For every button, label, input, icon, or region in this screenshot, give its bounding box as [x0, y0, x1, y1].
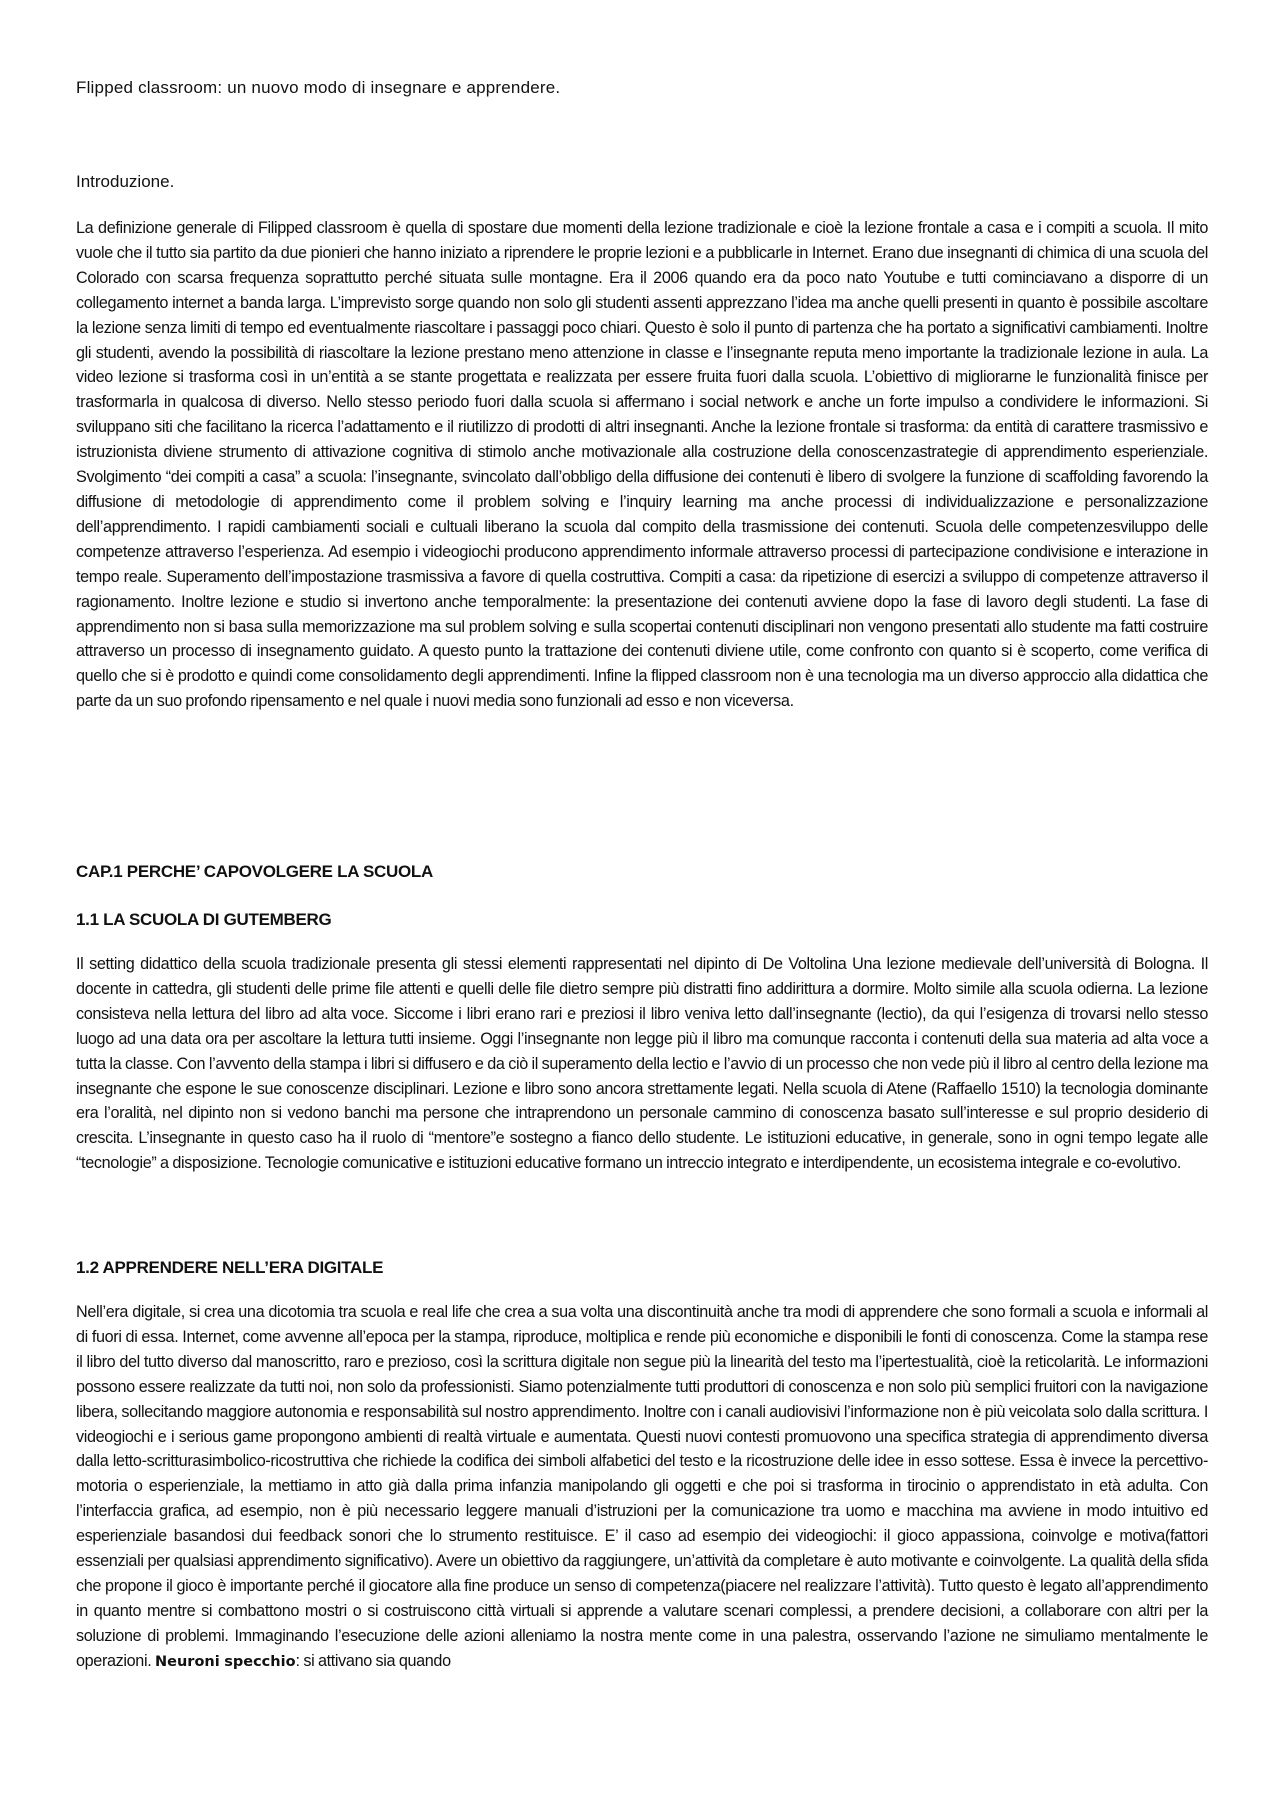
bold-term-neuroni-specchio: Neuroni specchio [155, 1653, 296, 1670]
document-title: Flipped classroom: un nuovo modo di insegnare e apprendere. [76, 78, 561, 97]
section-1-2-paragraph [76, 1300, 1208, 1675]
intro-paragraph: La definizione generale di Filipped classroom è quella di spostare due momenti della lezione tradizionale e cioè la lezione frontale a casa e i compiti a scuola. Il mito vuole che il tutto sia partito da due pionieri che hanno iniziato a riprendere le proprie lezioni e a pubblicarle in Internet. Erano due insegnanti di chimica di una scuola del Colorado con scarsa frequenza soprattutto perché situata sulle montagne. Era il 2006 quando era da poco nato Youtube e tutti cominciavano a disporre di un collegamento internet a banda larga. L’imprevisto sorge quando non solo gli studenti assenti apprezzano l’idea ma anche quelli presenti in quanto è possibile ascoltare la lezione senza limiti di tempo ed eventualmente riascoltare i passaggi poco chiari. Questo è solo il punto di partenza che ha portato a significativi cambiamenti. Inoltre gli studenti, avendo la possibilità di riascoltare la lezione prestano meno attenzione in classe e l’insegnante reputa meno importante la tradizionale lezione in aula. La video lezione si trasforma così in un’entità a se stante progettata e realizzata per essere fruita fuori dalla scuola. L’obiettivo di migliorarne le funzionalità finisce per trasformarla in qualcosa di diverso. Nello stesso periodo fuori dalla scuola si affermano i social network e anche un forte impulso a condividere le informazioni. Si sviluppano siti che facilitano la ricerca l’adattamento e il riutilizzo di prodotti di altri insegnanti. Anche la lezione frontale si trasforma: da entità di carattere trasmissivo e istruzionista diviene strumento di attivazione cognitiva di stimolo anche motivazionale alla costruzione della conoscenzastrategie di apprendimento esperienziale. Svolgimento “dei compiti a casa” a scuola: l’insegnante, svincolato dall’obbligo della diffusione dei contenuti è libero di svolgere la funzione di scaffolding favorendo la diffusione di metodologie di apprendimento come il problem solving e l’inquiry learning ma anche processi di individualizzazione e personalizzazione dell’apprendimento. I rapidi cambiamenti sociali e cultuali liberano la scuola dal compito della trasmissione dei contenuti. Scuola delle competenzesviluppo delle competenze attraverso l’esperienza. Ad esempio i videogiochi producono apprendimento informale attraverso processi di partecipazione condivisione e interazione in tempo reale. Superamento dell’impostazione trasmissiva a favore di quella costruttiva. Compiti a casa: da ripetizione di esercizi a sviluppo di competenze attraverso il ragionamento. Inoltre lezione e studio si invertono anche temporalmente: la presentazione dei contenuti avviene dopo la fase di lavoro degli studenti. La fase di apprendimento non si basa sulla memorizzazione ma sul problem solving e sulla scopertai contenuti disciplinari non vengono presentati allo studente ma fatti costruire attraverso un processo di insegnamento guidato. A questo punto la trattazione dei contenuti diviene utile, come confronto con quanto si è scoperto, come verifica di quello che si è prodotto e quindi come consolidamento degli apprendimenti. Infine la flipped classroom non è una tecnologia ma un diverso approccio alla didattica che parte da un suo profondo ripensamento e nel quale i nuovi media sono funzionali ad esso e non viceversa. [76, 219, 1208, 711]
section-1-2-heading: 1.2 APPRENDERE NELL’ERA DIGITALE [76, 1258, 384, 1277]
chapter-1-heading: CAP.1 PERCHE’ CAPOVOLGERE LA SCUOLA [76, 862, 433, 881]
section-1-1-paragraph: Il setting didattico della scuola tradizionale presenta gli stessi elementi rappresentati nel dipinto di De Voltolina Una lezione medievale dell’università di Bologna. Il docente in cattedra, gli studenti delle prime file attenti e quelli delle file dietro sempre più distratti fino addirittura a dormire. Molto simile alla scuola odierna. La lezione consisteva nella lettura del libro ad alta voce. Siccome i libri erano rari e preziosi il libro veniva letto dall’insegnante (lectio), da qui l’esigenza di trovarsi nello stesso luogo ad una data ora per ascoltare la lettura tutti insieme. Oggi l’insegnante non legge più il libro ma comunque racconta i contenuti della sua materia ad alta voce a tutta la classe. Con l’avvento della stampa i libri si diffusero e da ciò il superamento della lectio e l’avvio di un processo che non vede più il libro al centro della lezione ma insegnante che espone le sue conoscenze disciplinari. Lezione e libro sono ancora strettamente legati. Nella scuola di Atene (Raffaello 1510) la tecnologia dominante era l’oralità, nel dipinto non si vedono banchi ma persone che intraprendono un personale cammino di conoscenza basato sull’interesse e sul proprio desiderio di crescita. L’insegnante in questo caso ha il ruolo di “mentore”e sostegno a fianco dello studente. Le istituzioni educative, in generale, sono in ogni tempo legate alle “tecnologie” a disposizione. Tecnologie comunicative e istituzioni educative formano un intreccio integrato e interdipendente, un ecosistema integrale e co-evolutivo. [76, 955, 1208, 1173]
intro-heading: Introduzione. [76, 172, 175, 191]
section-1-2-trailing-text: : si attivano sia quando [295, 1651, 451, 1670]
section-1-1-heading: 1.1 LA SCUOLA DI GUTEMBERG [76, 910, 332, 929]
section-1-2-body: Nell’era digitale, si crea una dicotomia tra scuola e real life che crea a sua volta una discontinuità anche tra modi di apprendere che sono formali a scuola e informali al di fuori di essa. Internet, come avvenne all’epoca per la stampa, riproduce, moltiplica e rende più economiche e disponibili le fonti di conoscenza. Come la stampa rese il libro del tutto diverso dal manoscritto, raro e prezioso, così la scrittura digitale non segue più la linearità del testo ma l’ipertestualità, cioè la reticolarità. Le informazioni possono essere realizzate da tutti noi, non solo da professionisti. Siamo potenzialmente tutti produttori di conoscenza e non solo più semplici fruitori con la navigazione libera, sollecitando maggiore autonomia e responsabilità sul nostro apprendimento. Inoltre con i canali audiovisivi l’informazione non è più veicolata solo dalla scrittura. I videogiochi e i serious game propongono ambienti di realtà virtuale e aumentata. Questi nuovi contesti promuovono una specifica strategia di apprendimento diversa dalla letto-scritturasimbolico-ricostruttiva che richiede la codifica dei simboli alfabetici del testo e la ricostruzione delle idee in esso sottese. Essa è invece la percettivo-motoria o esperienziale, la mettiamo in atto già dalla prima infanzia manipolando gli oggetti e che poi si trasforma in tirocinio o apprendistato in età adulta. Con l’interfaccia grafica, ad esempio, non è più necessario leggere manuali d’istruzioni per la comunicazione tra uomo e macchina ma avviene in modo intuitivo ed esperienziale basandosi dui feedback sonori che lo strumento restituisce. E’ il caso ad esempio dei videogiochi: il gioco appassiona, coinvolge e motiva(fattori essenziali per qualsiasi apprendimento significativo). Avere un obiettivo da raggiungere, un’attività da completare è auto motivante e coinvolgente. La qualità della sfida che propone il gioco è importante perché il giocatore alla fine produce un senso di competenza(piacere nel realizzare l’attività). Tutto questo è legato all’apprendimento in quanto mentre si combattono mostri o si costruiscono città virtuali si apprende a valutare scenari complessi, a prendere decisioni, a collaborare con altri per la soluzione di problemi. Immaginando l’esecuzione delle azioni alleniamo la nostra mente come in una palestra, osservando l’azione ne simuliamo mentalmente le operazioni. [76, 1303, 1208, 1670]
